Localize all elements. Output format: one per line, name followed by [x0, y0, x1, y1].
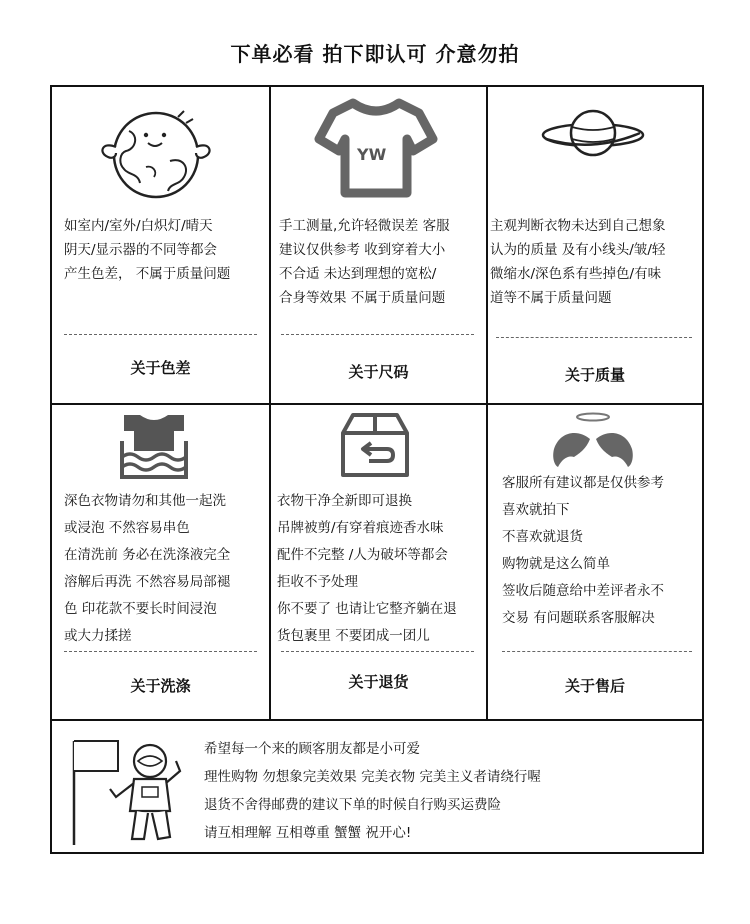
- cell-text-line: 拒收不予处理: [277, 574, 358, 590]
- bottom-text-line: 希望每一个来的顾客朋友都是小可爱: [204, 741, 420, 757]
- dashed-divider: [496, 337, 692, 338]
- cell-label: 关于质量: [564, 366, 625, 384]
- cell-text-line: 不喜欢就退货: [502, 529, 583, 545]
- cell-label: 关于尺码: [348, 363, 409, 381]
- cell-label: 关于售后: [564, 677, 625, 695]
- cell-after-sales: [488, 405, 702, 721]
- bottom-text-line: 理性购物 勿想象完美效果 完美衣物 完美主义者请绕行喔: [204, 769, 541, 785]
- dashed-divider: [64, 334, 257, 335]
- tshirt-label: YW: [357, 145, 387, 164]
- cell-text-line: 主观判断衣物未达到自己想象: [490, 218, 666, 234]
- cell-text-line: 深色衣物请勿和其他一起洗: [64, 493, 226, 509]
- cell-text-line: 配件不完整 /人为破坏等都会: [277, 547, 448, 563]
- cell-text-line: 购物就是这么简单: [502, 556, 610, 572]
- info-grid: [50, 85, 704, 721]
- cell-text-line: 阴天/显示器的不同等都会: [64, 242, 218, 258]
- dashed-divider: [64, 651, 257, 652]
- cell-text-line: 不合适 未达到理想的宽松/: [279, 266, 437, 282]
- cell-label: 关于退货: [348, 673, 409, 691]
- cell-text-line: 建议仅供参考 收到穿着大小: [279, 242, 446, 258]
- cell-returns: [271, 405, 486, 721]
- page-title: 下单必看 拍下即认可 介意勿拍: [230, 42, 520, 66]
- cell-text-line: 交易 有问题联系客服解决: [502, 610, 655, 626]
- astronaut-flag-icon: [66, 731, 192, 849]
- bottom-text-line: 退货不舍得邮费的建议下单的时候自行购买运费险: [204, 797, 501, 813]
- planet-icon: [538, 103, 648, 167]
- cell-text-line: 客服所有建议都是仅供参考: [502, 475, 664, 491]
- cell-text-line: 签收后随意给中差评者永不: [502, 583, 664, 599]
- cell-quality: [488, 87, 702, 403]
- cell-text-line: 喜欢就拍下: [502, 502, 570, 518]
- cell-text-line: 溶解后再洗 不然容易局部褪: [64, 574, 231, 590]
- cell-text-line: 或浸泡 不然容易串色: [64, 520, 190, 536]
- dashed-divider: [281, 651, 474, 652]
- cell-label: 关于色差: [130, 359, 191, 377]
- bottom-note-box: [50, 721, 704, 854]
- cell-text-line: 微缩水/深色系有些掉色/有味: [490, 266, 662, 282]
- cell-text-line: 衣物干净全新即可退换: [277, 493, 412, 509]
- return-box-icon: [339, 411, 411, 481]
- cell-text-line: 你不要了 也请让它整齐躺在退: [277, 601, 457, 617]
- cell-text-line: 道等不属于质量问题: [490, 290, 612, 306]
- globe-icon: [94, 101, 220, 205]
- cell-washing: [52, 405, 269, 721]
- cell-text-line: 或大力揉搓: [64, 628, 132, 644]
- cell-text-line: 产生色差， 不属于质量问题: [64, 266, 231, 282]
- cell-text-line: 认为的质量 及有小线头/皱/轻: [490, 242, 666, 258]
- bottom-text-line: 请互相理解 互相尊重 蟹蟹 祝开心!: [204, 825, 412, 841]
- dashed-divider: [502, 651, 692, 652]
- cell-text-line: 吊牌被剪/有穿着痕迹香水味: [277, 520, 444, 536]
- cell-size: [271, 87, 486, 403]
- cell-text-line: 手工测量,允许轻微误差 客服: [279, 218, 450, 234]
- dashed-divider: [281, 334, 474, 335]
- washing-icon: [118, 411, 190, 483]
- cell-text-line: 在清洗前 务必在洗涤液完全: [64, 547, 231, 563]
- cell-label: 关于洗涤: [130, 677, 191, 695]
- cell-text-line: 色 印花款不要长时间浸泡: [64, 601, 217, 617]
- cell-text-line: 如室内/室外/白炽灯/晴天: [64, 218, 213, 234]
- angel-wings-icon: [548, 409, 638, 479]
- cell-text-line: 合身等效果 不属于质量问题: [279, 290, 446, 306]
- cell-color-difference: [52, 87, 269, 403]
- cell-text-line: 货包裹里 不要团成一团儿: [277, 628, 430, 644]
